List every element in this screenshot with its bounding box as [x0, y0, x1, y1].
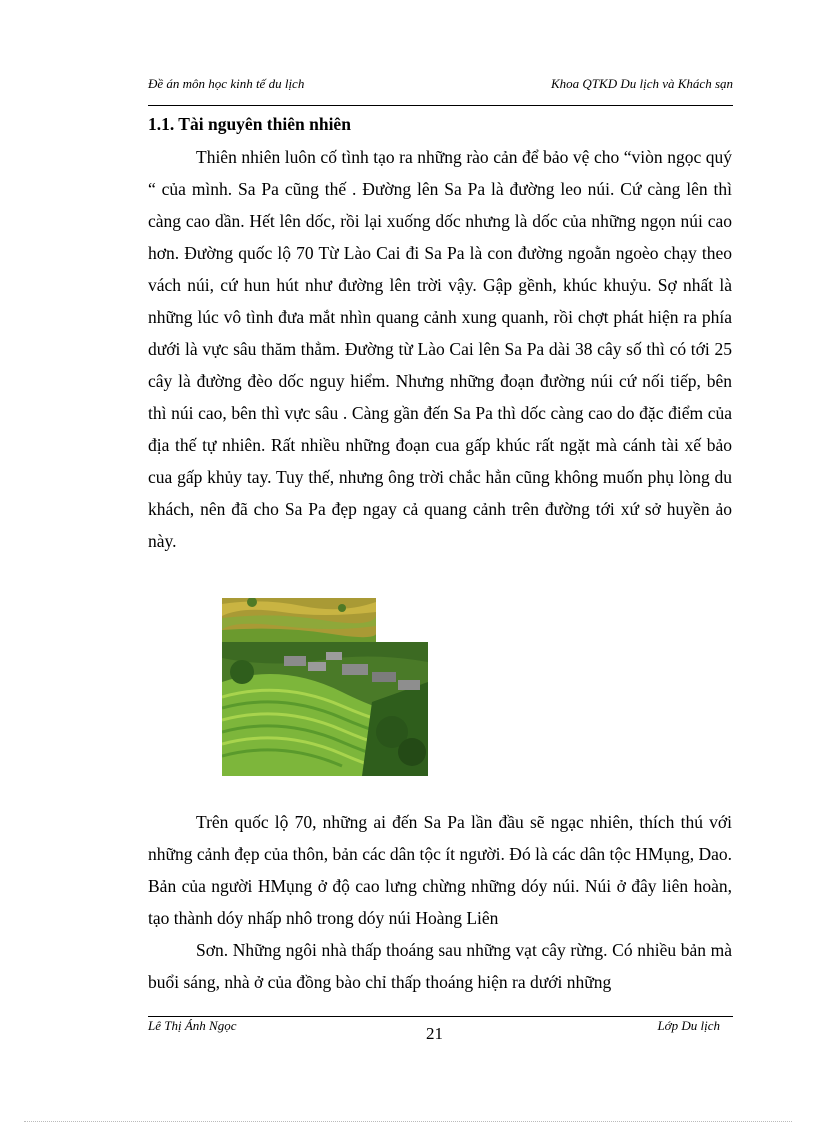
paragraph-1: Thiên nhiên luôn cố tình tạo ra những rào cản để bảo vệ cho “viòn ngọc quý “ của mình. Sa Pa cũng thế . Đường lên Sa Pa là đường leo núi. Cứ càng lên thì càng cao dần. Hết lên dốc, rồi lại xuống dốc nhưng là dốc của những ngọn núi cao hơn. Đường quốc lộ 70 Từ Lào Cai đi Sa Pa là con đường ngoằn ngoèo chạy theo vách núi, cứ hun hút như đường lên trời vậy. Gập gềnh, khúc khuỷu. Sợ nhất là những lúc vô tình đưa mắt nhìn quang cảnh xung quanh, rồi chợt phát hiện ra phía dưới là vực sâu thăm thẳm. Đường từ Lào Cai lên Sa Pa dài 38 cây số thì có tới 25 cây là đường đèo dốc nguy hiểm. Nhưng những đoạn đường núi cứ nối tiếp, bên thì núi cao, bên thì vực sâu . Càng gần đến Sa Pa thì dốc càng cao do đặc điểm của địa thế tự nhiên. Rất nhiều những đoạn cua gấp khúc rất ngặt mà cánh tài xế bảo cua gấp khủy tay. Tuy thế, nhưng ông trời chắc hẳn cũng không muốn phụ lòng du khách, nên đã cho Sa Pa đẹp ngay cả quang cảnh trên đường tới xứ sở huyền ảo này. [148, 147, 732, 551]
header-faculty: Khoa QTKD Du lịch và Khách sạn [551, 76, 733, 91]
page-bottom-edge [24, 1121, 792, 1122]
rice-field-photo-top [222, 598, 376, 642]
header-course-title: Đề án môn học kinh tế du lịch [148, 76, 305, 91]
footer-author: Lê Thị Ánh Ngọc [148, 1018, 237, 1033]
footer-divider [148, 1016, 733, 1017]
paragraph-3: Sơn. Những ngôi nhà thấp thoáng sau những vạt cây rừng. Có nhiều bản mà buổi sáng, nhà ở của đồng bào chỉ thấp thoáng hiện ra dưới những [148, 940, 732, 992]
page-header [148, 76, 733, 98]
paragraph-2: Trên quốc lộ 70, những ai đến Sa Pa lần đầu sẽ ngạc nhiên, thích thú với những cảnh đẹp của thôn, bản các dân tộc ít người. Đó là các dân tộc HMụng, Dao. Bản của người HMụng ở độ cao lưng chừng những dóy núi. Núi ở đây liên hoàn, tạo thành dóy nhấp nhô trong dóy núi Hoàng Liên [148, 812, 732, 928]
footer-class: Lớp Du lịch [657, 1018, 720, 1033]
header-divider [148, 105, 733, 106]
page-number: 21 [426, 1024, 443, 1043]
sapa-rice-terraces-photo [222, 642, 428, 776]
section-heading: 1.1. Tài nguyên thiên nhiên [148, 114, 351, 134]
